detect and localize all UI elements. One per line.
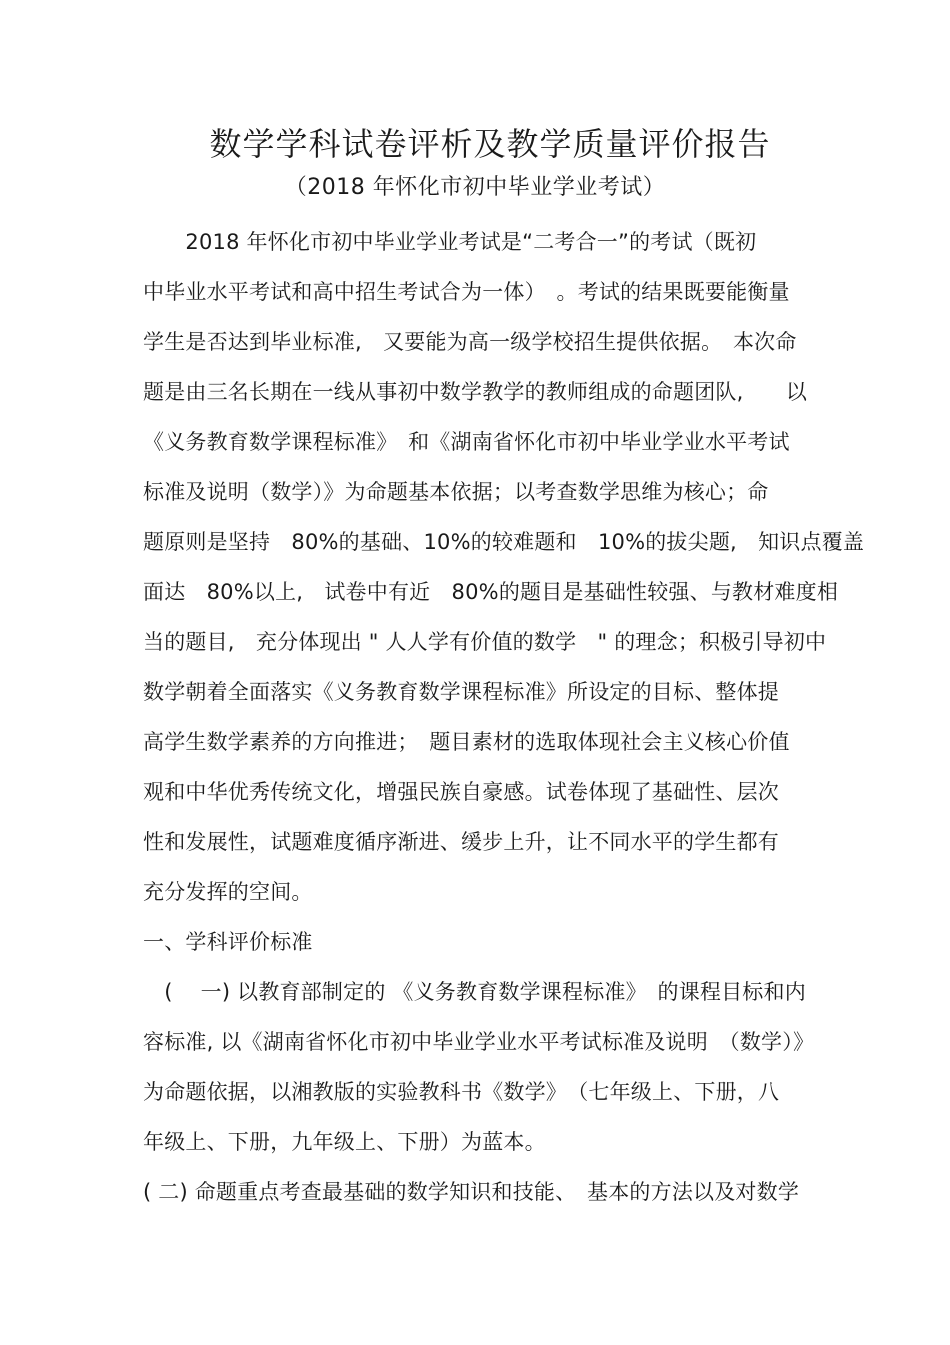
paragraph-line: 观和中华优秀传统文化，增强民族自豪感。试卷体现了基础性、层次: [143, 780, 779, 804]
paragraph-line: 2018 年怀化市初中毕业学业考试是“二考合一”的考试（既初: [143, 230, 757, 254]
paragraph-line: 为命题依据，以湘教版的实验教科书《数学》 （七年级上、下册，八: [143, 1080, 780, 1104]
paragraph-line: 题原则是坚持 80%的基础、10%的较难题和 10%的拔尖题, 知识点覆盖: [143, 530, 865, 554]
paragraph-line: 题是由三名长期在一线从事初中数学教学的教师组成的命题团队, 以: [143, 380, 808, 404]
paragraph-line: 数学朝着全面落实《义务教育数学课程标准》所设定的目标、整体提: [143, 680, 779, 704]
paragraph-line: 中毕业水平考试和高中招生考试合为一体） 。考试的结果既要能衡量: [143, 280, 790, 304]
paragraph-line: 充分发挥的空间。: [143, 880, 313, 904]
paragraph-line: 面达 80%以上, 试卷中有近 80%的题目是基础性较强、与教材难度相: [143, 580, 839, 604]
document-title: 数学学科试卷评析及教学质量评价报告: [209, 125, 771, 163]
section-heading: 一、学科评价标准: [143, 930, 313, 954]
paragraph-line: 年级上、下册，九年级上、下册）为蓝本。: [143, 1130, 546, 1154]
paragraph-line: 性和发展性，试题难度循序渐进、缓步上升，让不同水平的学生都有: [143, 830, 779, 854]
paragraph-line: ( 二) 命题重点考查最基础的数学知识和技能、 基本的方法以及对数学: [143, 1180, 800, 1204]
paragraph-line: 《义务教育数学课程标准》 和《湖南省怀化市初中毕业学业水平考试: [143, 430, 790, 454]
paragraph-line: 当的题目, 充分体现出 " 人人学有价值的数学 " 的理念；积极引导初中: [143, 630, 827, 654]
paragraph-line: 学生是否达到毕业标准, 又要能为高一级学校招生提供依据。 本次命: [143, 330, 797, 354]
paragraph-line: ( 一) 以教育部制定的 《义务教育数学课程标准》 的课程目标和内: [143, 980, 806, 1004]
paragraph-line: 容标准, 以《湖南省怀化市初中毕业学业水平考试标准及说明 （数学）》: [143, 1030, 815, 1054]
paragraph-line: 高学生数学素养的方向推进； 题目素材的选取体现社会主义核心价值: [143, 730, 790, 754]
paragraph-line: 标准及说明（数学）》为命题基本依据；以考查数学思维为核心；命: [143, 480, 769, 504]
document-subtitle: （2018 年怀化市初中毕业学业考试）: [284, 175, 666, 200]
